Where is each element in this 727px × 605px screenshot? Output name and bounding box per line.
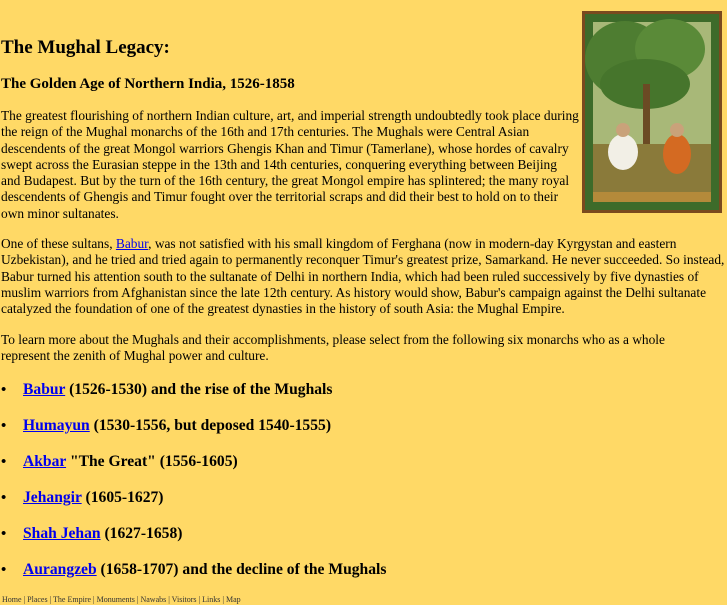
mughal-painting-illustration [585,14,719,210]
bullet-icon: • [1,490,7,506]
bullet-icon: • [1,526,7,542]
list-item-akbar [1,452,386,488]
babur-paragraph-before: One of these sultans, [1,236,116,251]
monarch-link-jehangir[interactable]: Jehangir [23,489,82,506]
monarch-link-humayun[interactable]: Humayun [23,417,90,434]
monarch-list [1,380,386,596]
monarch-link-akbar[interactable]: Akbar [23,453,67,470]
monarch-desc: (1658-1707) and the decline of the Mughals [96,561,387,578]
learn-more-paragraph: To learn more about the Mughals and their accomplishments, please select from the following six monarchs who as a whole represent the zenith of Mughal power and culture. [1,332,665,364]
monarch-desc: "The Great" (1556-1605) [66,453,238,470]
monarch-link-shah-jehan[interactable]: Shah Jehan [23,525,101,542]
page-title: The Mughal Legacy: [1,37,170,58]
monarch-desc: (1605-1627) [81,489,164,506]
list-item-jehangir [1,488,386,524]
bullet-icon: • [1,382,7,398]
intro-paragraph: The greatest flourishing of northern Indian culture, art, and imperial strength undoubtedly took place during the reign of the Mughal monarchs of the 16th and 17th centuries. The Mughals were Central Asian descendents of the great Mongol warriors Ghengis Khan and Timur (Tamerlane), whose hordes of cavalry swept across the Eurasian steppe in the 13th and 14th centuries, conquering everything between Beijing and Budapest. But by the turn of the 16th century, the great Mongol empire has splintered; the many royal descendents of Ghengis and Timur fought over the territorial scraps and did their best to hold on to their own minor sultanates. [1,108,579,221]
monarch-desc: (1530-1556, but deposed 1540-1555) [89,417,332,434]
bullet-icon: • [1,562,7,578]
bullet-icon: • [1,418,7,434]
babur-paragraph [1,236,727,317]
monarch-desc: (1627-1658) [100,525,183,542]
babur-paragraph-after: , was not satisfied with his small kingdom of Ferghana (now in modern-day Kyrgystan and eastern Uzbekistan), and he tried and tried again to permanently reconquer Timur's greatest prize, Samarkand. He never succeeded. So instead, Babur turned his attention south to the sultanate of Delhi in northern India, which had been ruled successively by five dynasties of muslim warriors from Afghanistan since the late 12th century. As history would show, Babur's campaign against the Delhi sultanate catalyzed the foundation of one of the greatest dynasties in the history of south Asia: the Mughal Empire. [1,236,725,317]
list-item-humayun [1,416,386,452]
page-subtitle: The Golden Age of Northern India, 1526-1858 [1,76,295,92]
list-item-babur [1,380,386,416]
bullet-icon: • [1,454,7,470]
footer-nav[interactable]: Home | Places | The Empire | Monuments | Nawabs | Visitors | Links | Map [2,595,241,604]
monarch-link-babur[interactable]: Babur [23,381,66,398]
list-item-shah-jehan [1,524,386,560]
babur-inline-link[interactable]: Babur [115,236,149,251]
monarch-desc: (1526-1530) and the rise of the Mughals [65,381,333,398]
monarch-link-aurangzeb[interactable]: Aurangzeb [23,561,97,578]
mughal-painting-image [582,11,722,213]
list-item-aurangzeb [1,560,386,596]
